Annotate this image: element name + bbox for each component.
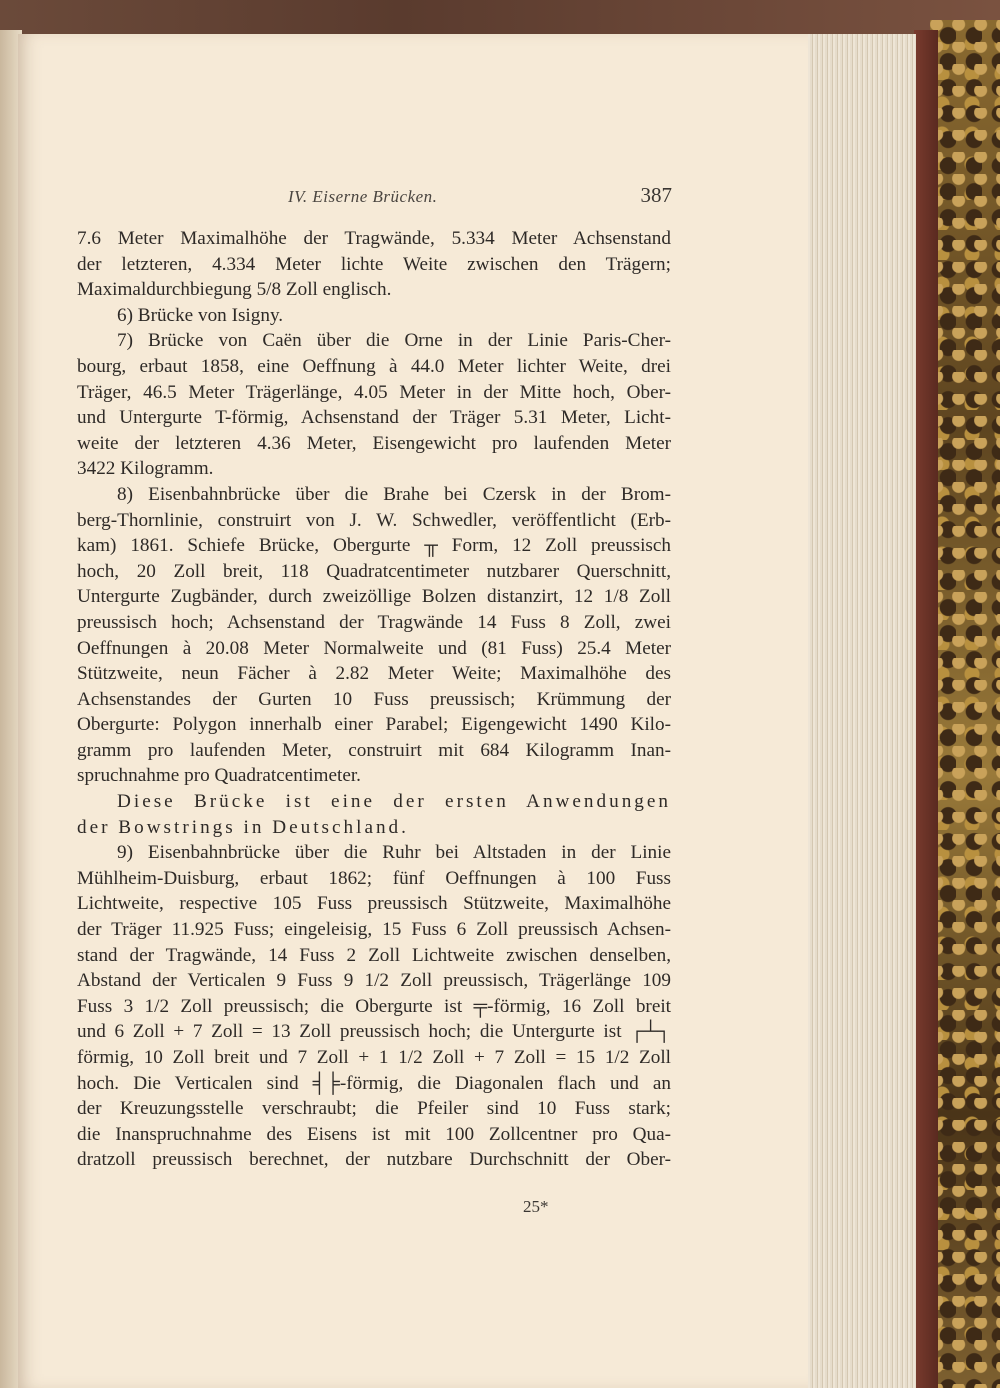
text-line: 7) Brücke von Caën über die Orne in der Linie Paris-Cher- bbox=[117, 330, 671, 352]
running-head bbox=[70, 183, 670, 213]
text-line: der Bowstrings in Deutschland. bbox=[77, 816, 409, 838]
text-line: Obergurte: Polygon innerhalb einer Parabel; Eigengewicht 1490 Kilo- bbox=[77, 714, 671, 736]
text-line: stand der Tragwände, 14 Fuss 2 Zoll Lichtweite zwischen denselben, bbox=[77, 944, 671, 966]
text-line: Maximaldurchbiegung 5/8 Zoll englisch. bbox=[77, 279, 392, 301]
text-line: 9) Eisenbahnbrücke über die Ruhr bei Altstaden in der Linie bbox=[117, 842, 671, 864]
text-line: der Träger 11.925 Fuss; eingeleisig, 15 Fuss 6 Zoll preussisch Achsen- bbox=[77, 919, 671, 941]
text-line: Oeffnungen à 20.08 Meter Normalweite und (81 Fuss) 25.4 Meter bbox=[77, 637, 671, 659]
text-line: gramm pro laufenden Meter, construirt mit 684 Kilogramm Inan- bbox=[77, 739, 671, 761]
text-line: Achsenstandes der Gurten 10 Fuss preussisch; Krümmung der bbox=[77, 688, 671, 710]
text-line: Diese Brücke ist eine der ersten Anwendungen bbox=[117, 791, 671, 813]
text-line: spruchnahme pro Quadratcentimeter. bbox=[77, 765, 361, 787]
text-line: und 6 Zoll + 7 Zoll = 13 Zoll preussisch hoch; die Untergurte ist ┌┴┐ bbox=[77, 1021, 671, 1043]
text-line: der letzteren, 4.334 Meter lichte Weite zwischen den Trägern; bbox=[77, 253, 671, 275]
text-line: 3422 Kilogramm. bbox=[77, 458, 214, 480]
running-head-title: IV. Eiserne Brücken. bbox=[288, 187, 438, 206]
body-text bbox=[77, 226, 671, 1173]
text-line: hoch. Die Verticalen sind ╡╞-förmig, die Diagonalen flach und an bbox=[77, 1072, 671, 1094]
marbled-cover bbox=[930, 20, 1000, 1388]
text-line: förmig, 10 Zoll breit und 7 Zoll + 1 1/2 Zoll + 7 Zoll = 15 1/2 Zoll bbox=[77, 1047, 671, 1068]
text-line: hoch, 20 Zoll breit, 118 Quadratcentimeter nutzbarer Querschnitt, bbox=[77, 560, 671, 582]
text-line: dratzoll preussisch berechnet, der nutzbare Durchschnitt der Ober- bbox=[77, 1149, 671, 1171]
text-line: Stützweite, neun Fächer à 2.82 Meter Weite; Maximalhöhe des bbox=[77, 663, 671, 685]
text-line: die Inanspruchnahme des Eisens ist mit 100 Zollcentner pro Qua- bbox=[77, 1123, 671, 1145]
text-line: preussisch hoch; Achsenstand der Tragwände 14 Fuss 8 Zoll, zwei bbox=[77, 611, 671, 633]
text-line: kam) 1861. Schiefe Brücke, Obergurte ╥ Form, 12 Zoll preussisch bbox=[77, 535, 671, 557]
page-number: 387 bbox=[640, 183, 672, 207]
text-line: berg-Thornlinie, construirt von J. W. Schwedler, veröffentlicht (Erb- bbox=[77, 509, 671, 531]
text-line: Lichtweite, respective 105 Fuss preussisch Stützweite, Maximalhöhe bbox=[77, 893, 671, 915]
text-line: Träger, 46.5 Meter Trägerlänge, 4.05 Meter in der Mitte hoch, Ober- bbox=[77, 381, 671, 403]
text-line: Mühlheim-Duisburg, erbaut 1862; fünf Oeffnungen à 100 Fuss bbox=[77, 867, 671, 889]
text-line: Abstand der Verticalen 9 Fuss 9 1/2 Zoll preussisch, Trägerlänge 109 bbox=[77, 970, 671, 992]
signature-mark: 25* bbox=[523, 1197, 549, 1216]
text-line: 6) Brücke von Isigny. bbox=[117, 304, 284, 326]
text-line: 8) Eisenbahnbrücke über die Brahe bei Czersk in der Brom- bbox=[117, 483, 671, 505]
text-line: der Kreuzungsstelle verschraubt; die Pfeiler sind 10 Fuss stark; bbox=[77, 1098, 671, 1120]
text-line: bourg, erbaut 1858, eine Oeffnung à 44.0 Meter lichter Weite, drei bbox=[77, 355, 671, 377]
text-line: weite der letzteren 4.36 Meter, Eisengewicht pro laufenden Meter bbox=[77, 432, 671, 454]
cover-leather-edge bbox=[914, 30, 938, 1388]
text-line: und Untergurte T-förmig, Achsenstand der Träger 5.31 Meter, Licht- bbox=[77, 407, 671, 429]
text-line: Fuss 3 1/2 Zoll preussisch; die Obergurte ist ╤-förmig, 16 Zoll breit bbox=[77, 995, 671, 1017]
page-stack-edges bbox=[800, 34, 916, 1388]
text-line: 7.6 Meter Maximalhöhe der Tragwände, 5.334 Meter Achsenstand bbox=[77, 228, 671, 249]
text-line: Untergurte Zugbänder, durch zweizöllige Bolzen distanzirt, 12 1/8 Zoll bbox=[77, 586, 671, 608]
